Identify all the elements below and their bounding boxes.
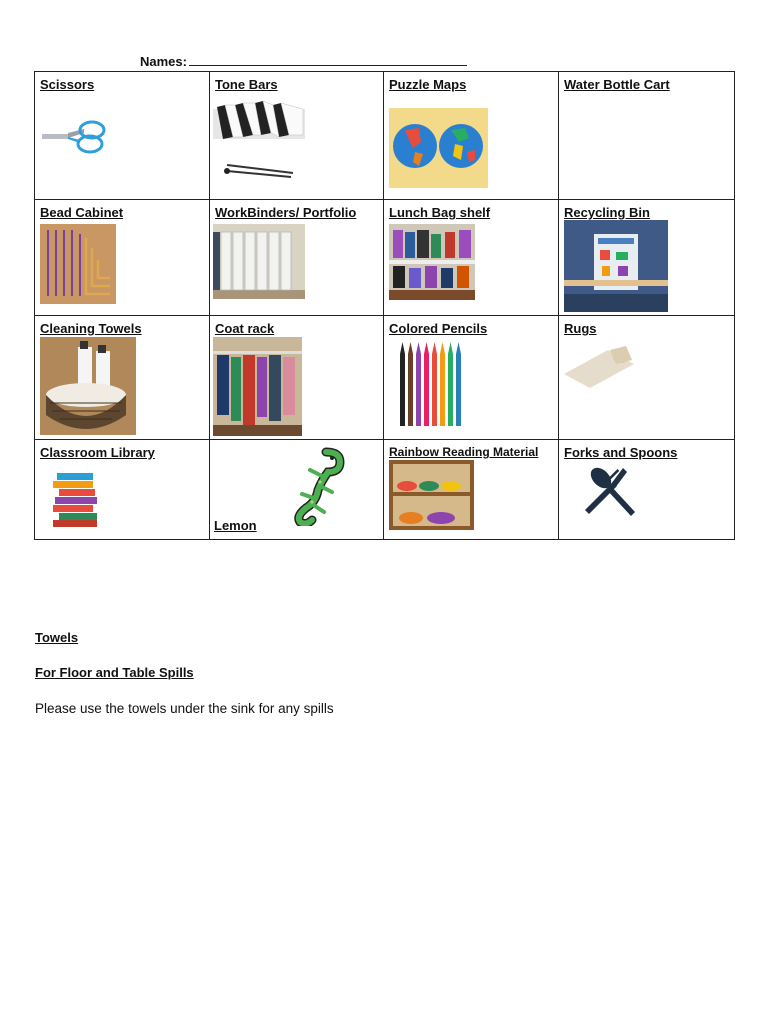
books-picture	[51, 471, 101, 527]
bead-cabinet-picture	[40, 224, 116, 304]
cell-label: Puzzle Maps	[389, 77, 467, 92]
cell-coat-rack	[210, 316, 384, 440]
cell-label: Rainbow Reading Material	[389, 445, 539, 459]
section-subheading: For Floor and Table Spills	[35, 665, 194, 680]
cell-label: Water Bottle Cart	[564, 77, 670, 92]
cell-forks-spoons	[559, 440, 735, 540]
cell-label: Colored Pencils	[389, 321, 488, 336]
cell-classroom-library	[35, 440, 210, 540]
cell-recycling-bin	[559, 200, 735, 316]
names-label: Names:	[140, 54, 187, 69]
cell-label: Cleaning Towels	[40, 321, 142, 336]
cell-label: Lemon	[214, 518, 257, 533]
coat-rack-picture	[213, 337, 302, 436]
cleaning-towels-picture	[40, 337, 136, 435]
cell-rainbow-reading	[384, 440, 559, 540]
cell-rugs	[559, 316, 735, 440]
cell-label: Bead Cabinet	[40, 205, 124, 220]
names-blank-line	[189, 53, 467, 66]
section-body: Please use the towels under the sink for any spills	[35, 701, 334, 716]
tone-bars-picture	[213, 99, 305, 183]
cell-label: Scissors	[40, 77, 95, 92]
section-heading: Towels	[35, 630, 79, 645]
jobs-table	[34, 71, 735, 540]
lunch-bag-shelf-picture	[389, 224, 475, 300]
cell-label: Classroom Library	[40, 445, 155, 460]
cell-cleaning-towels	[35, 316, 210, 440]
cell-tone-bars	[210, 72, 384, 200]
cell-lunch-bag-shelf	[384, 200, 559, 316]
scissors-picture	[40, 116, 106, 156]
cell-puzzle-maps	[384, 72, 559, 200]
recycling-bin-picture	[564, 220, 668, 312]
cell-workbinders	[210, 200, 384, 316]
table-row	[35, 440, 735, 540]
cell-label: WorkBinders/ Portfolio	[215, 205, 357, 220]
fork-spoon-icon	[583, 464, 639, 518]
cell-label: Rugs	[564, 321, 597, 336]
cell-scissors	[35, 72, 210, 200]
table-row	[35, 72, 735, 200]
cell-label: Tone Bars	[215, 77, 278, 92]
rug-picture	[564, 342, 636, 394]
table-row	[35, 316, 735, 440]
binders-picture	[213, 224, 305, 299]
cell-bead-cabinet	[35, 200, 210, 316]
cell-lemon	[210, 440, 384, 540]
cell-label: Lunch Bag shelf	[389, 205, 491, 220]
colored-pencils-picture	[398, 340, 466, 426]
names-field	[140, 53, 467, 69]
gecko-picture	[282, 446, 346, 526]
cell-label: Recycling Bin	[564, 205, 650, 220]
cell-colored-pencils	[384, 316, 559, 440]
reading-shelf-picture	[389, 460, 474, 530]
cell-water-bottle-cart	[559, 72, 735, 200]
cell-label: Forks and Spoons	[564, 445, 678, 460]
cell-label: Coat rack	[215, 321, 275, 336]
puzzle-maps-picture	[389, 108, 488, 188]
table-row	[35, 200, 735, 316]
